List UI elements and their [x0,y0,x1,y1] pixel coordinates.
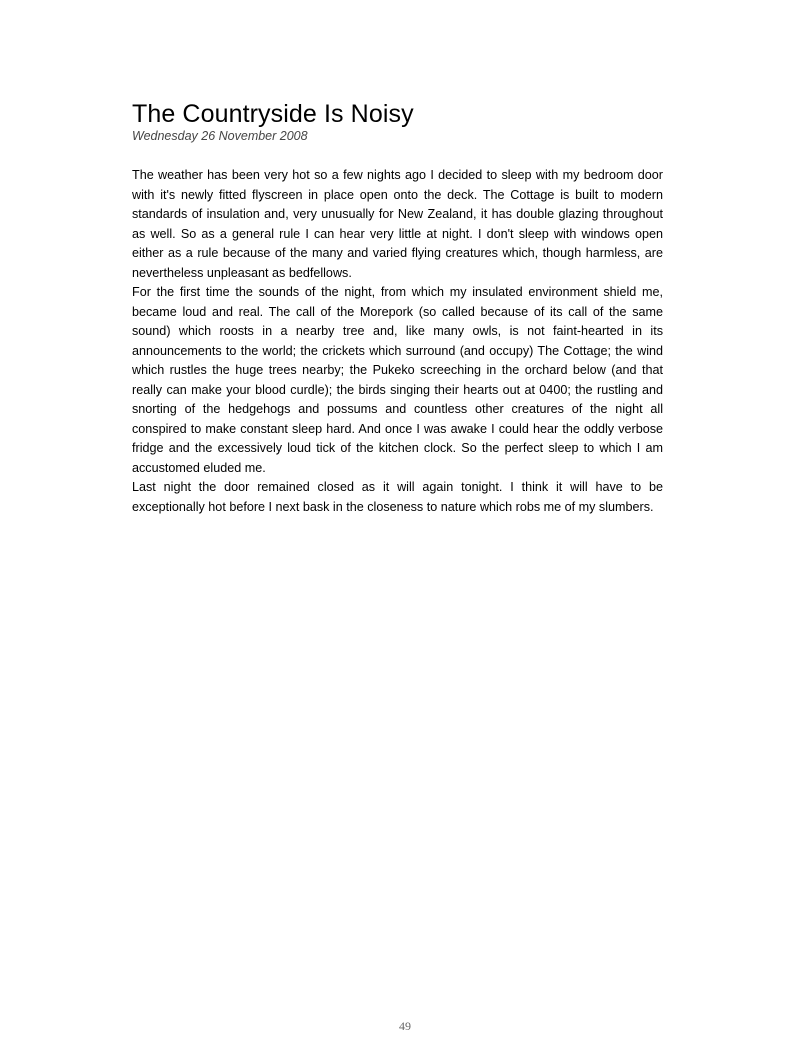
article-title: The Countryside Is Noisy [132,100,414,128]
paragraph: The weather has been very hot so a few nights ago I decided to sleep with my bedroom door with it's newly fitted flyscreen in place open onto the deck. The Cottage is built to modern standards of insulation and, very unusually for New Zealand, it has double glazing throughout as well. So as a general rule I can hear very little at night. I don't sleep with windows open either as a rule because of the many and varied flying creatures which, though harmless, are nevertheless unpleasant as bedfellows. [132,168,663,280]
paragraph: Last night the door remained closed as it will again tonight. I think it will have to be exceptionally hot before I next bask in the closeness to nature which robs me of my slumbers. [132,480,663,514]
page-number: 49 [399,1019,411,1033]
article [132,99,663,517]
paragraph: For the first time the sounds of the night, from which my insulated environment shield me, became loud and real. The call of the Morepork (so called because of its call of the same sound) which roosts in a nearby tree and, like many owls, is not faint-hearted in its announcements to the world; the crickets which surround (and occupy) The Cottage; the wind which rustles the huge trees nearby; the Pukeko screeching in the orchard below (and that really can make your blood curdle); the birds singing their hearts out at 0400; the rustling and snorting of the hedgehogs and possums and countless other creatures of the night all conspired to make constant sleep hard. And once I was awake I could hear the oddly verbose fridge and the excessively loud tick of the kitchen clock. So the perfect sleep to which I am accustomed eluded me. [132,285,663,475]
article-date: Wednesday 26 November 2008 [132,129,308,143]
article-body [132,166,663,517]
